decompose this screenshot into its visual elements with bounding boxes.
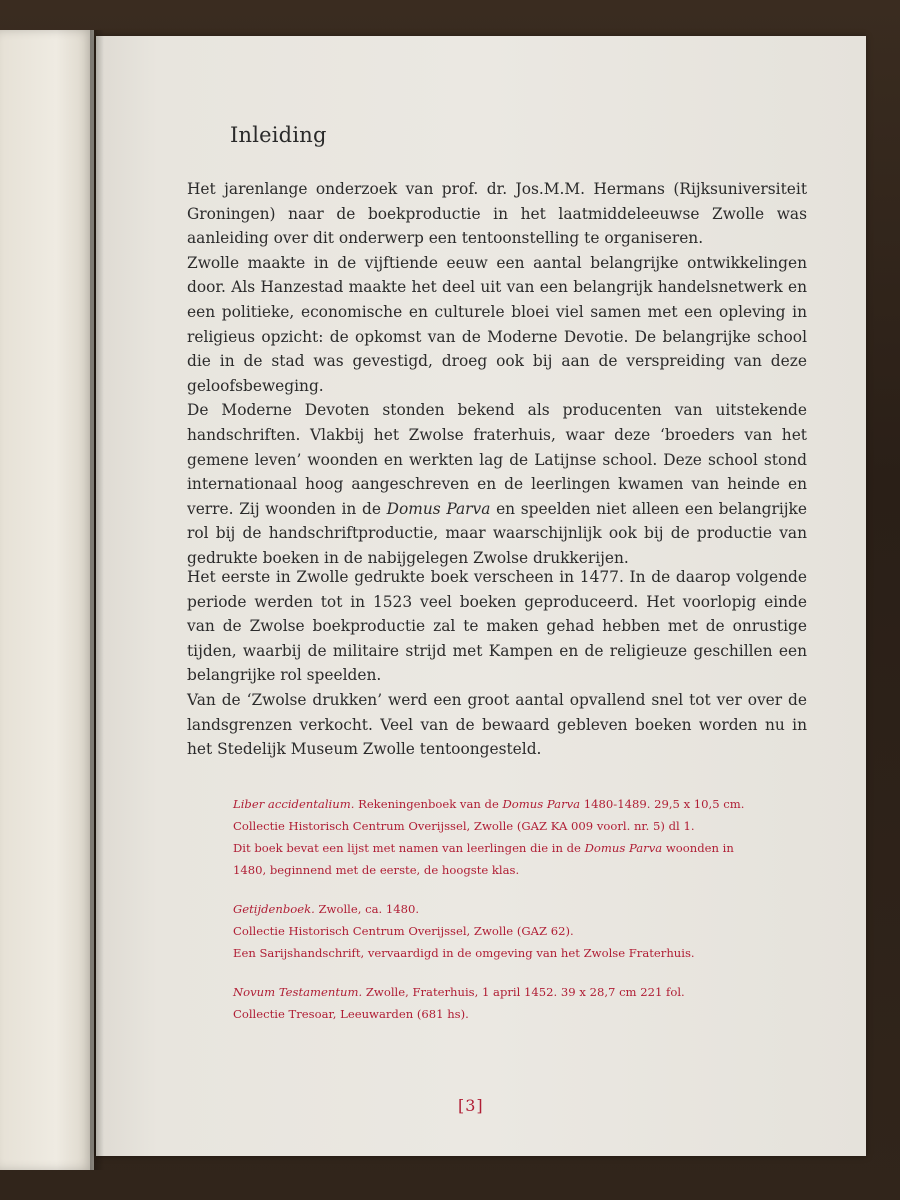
paragraph-2: Zwolle maakte in de vijftiende eeuw een aantal belangrijke ontwikkelingen door. Als Hanzestad maakte het deel uit van een belangrijk handelsnetwerk en een politieke, economische en culturele bloei viel samen met een opleving in religieus opzicht: de opkomst van de Moderne Devotie. De belangrijke school die in de stad was gevestigd, droeg ook bij aan de verspreiding van deze geloofsbeweging. [187,253,807,395]
left-page-edge [0,30,94,1170]
caption-1-domus-parva: Domus Parva [502,797,581,811]
caption-1-note-start: Dit boek bevat een lijst met namen van leerlingen die in de [233,841,585,855]
caption-3-title: Novum Testamentum. [233,985,363,999]
caption-2-line-1 [233,898,753,920]
caption-2-desc: Zwolle, ca. 1480. [314,902,420,916]
caption-3-desc: Zwolle, Fraterhuis, 1 april 1452. 39 x 28,7 cm 221 fol. [362,985,685,999]
paragraph-4: Het eerste in Zwolle gedrukte boek verscheen in 1477. In de daarop volgende periode werden tot in 1523 veel boeken geproduceerd. Het voorlopig einde van de Zwolse boekproductie zal te maken gehad hebben met de onrustige tijden, waarbij de militaire strijd met Kampen en de religieuze geschillen een belangrijke rol speelden. [187,568,807,685]
paragraph-1: Het jarenlange onderzoek van prof. dr. Jos.M.M. Hermans (Rijksuniversiteit Groningen) naar de boekproductie in het laatmiddeleeuwse Zwolle was aanleiding over dit onderwerp een tentoonstelling te organiseren. [187,180,807,248]
paragraph-3-start: De Moderne Devoten stonden bekend als producenten van uitstekende handschriften. Vlakbij het Zwolse fraterhuis, waar deze ‘broeders van het gemene leven’ woonden en werkten lag de Latijnse school. Deze school stond internationaal hoog aangeschreven en de leerlingen kwamen van heinde en verre. Zij woonden in de [187,401,807,518]
caption-1-line-2: Collectie Historisch Centrum Overijssel, Zwolle (GAZ KA 009 voorl. nr. 5) dl 1. [233,819,695,833]
caption-2-line-2: Collectie Historisch Centrum Overijssel, Zwolle (GAZ 62). [233,924,574,938]
caption-2-title: Getijdenboek. [233,902,315,916]
caption-1-title: Liber accidentalium. [233,797,355,811]
caption-2-line-3: Een Sarijshandschrift, vervaardigd in de omgeving van het Zwolse Fraterhuis. [233,946,695,960]
caption-1-desc: Rekeningenboek van de [354,797,503,811]
caption-3-line-1 [233,981,753,1003]
printing-section [187,565,807,762]
caption-1-dates: 1480-1489. 29,5 x 10,5 cm. [580,797,745,811]
caption-getijdenboek [233,898,753,964]
domus-parva-term: Domus Parva [386,499,491,518]
caption-1-note-domus-parva: Domus Parva [584,841,663,855]
page-title: Inleiding [230,123,327,147]
page-number: [3] [458,1096,484,1115]
caption-1-line-1 [233,793,753,815]
caption-1-note-end: woonden in 1480, beginnend met de eerste, de hoogste klas. [233,841,734,877]
caption-novum-testamentum [233,981,753,1025]
intro-section [187,177,807,571]
gutter-shadow [90,30,104,1170]
paragraph-5: Van de ‘Zwolse drukken’ werd een groot aantal opvallend snel tot ver over de landsgrenzen verkocht. Veel van de bewaard gebleven boeken worden nu in het Stedelijk Museum Zwolle tentoongesteld. [187,690,807,759]
caption-1-line-3 [233,837,753,881]
caption-3-line-2: Collectie Tresoar, Leeuwarden (681 hs). [233,1007,469,1021]
paragraph-3-end: en speelden niet alleen een belangrijke rol bij de handschriftproductie, maar waarschijnlijk ook bij de productie van gedrukte boeken in de nabijgelegen Zwolse drukkerijen. [187,499,807,567]
paragraph-3 [187,398,807,570]
caption-liber-accidentalium [233,793,753,881]
